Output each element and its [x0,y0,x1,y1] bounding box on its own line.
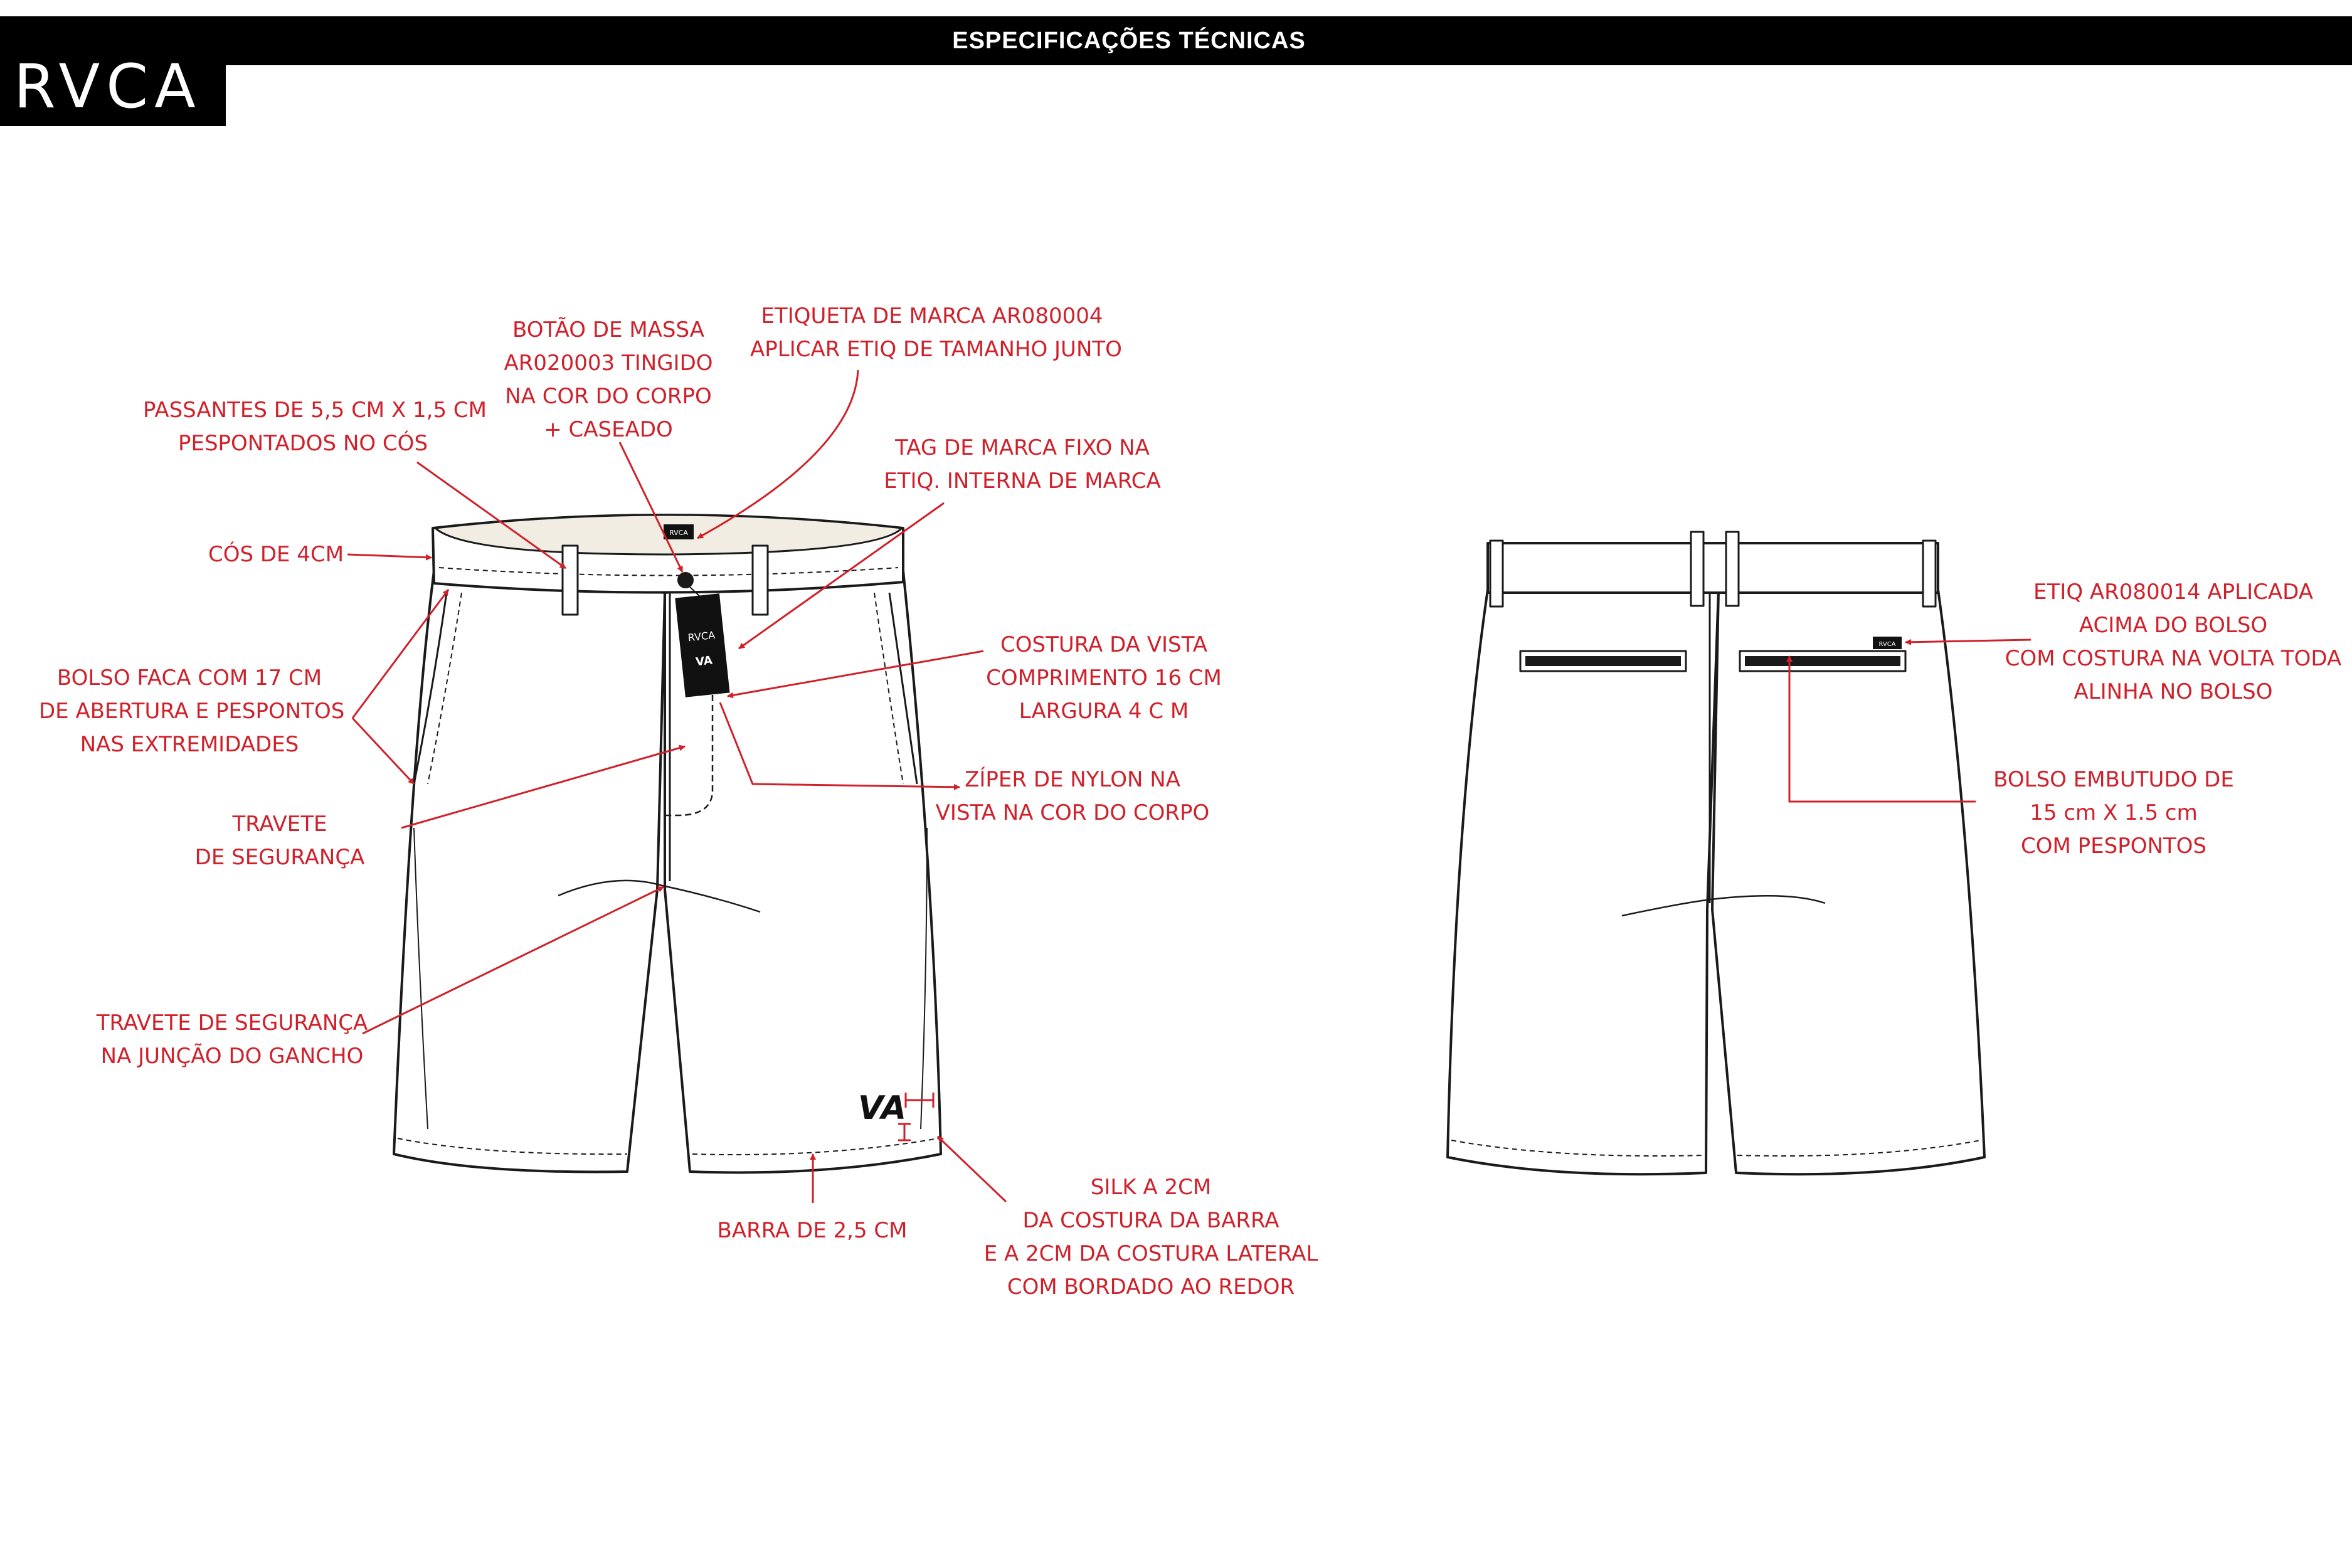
back-brand-label [1873,637,1902,649]
belt-loop-left [563,546,578,615]
front-shorts-sketch [394,515,941,1172]
note-line: COM COSTURA NA VOLTA TODA [2005,646,2342,671]
note-line: DA COSTURA DA BARRA [1022,1208,1279,1233]
note-etiqueta-marca [750,300,1122,366]
note-line: DE ABERTURA E PESPONTOS [39,699,345,724]
note-line: DE SEGURANÇA [194,845,365,870]
back-belt-loop-3 [1726,532,1739,606]
back-brand-label-text: RVCA [1878,641,1896,648]
note-line: E A 2CM DA COSTURA LATERAL [983,1241,1318,1266]
belt-loop-right [753,546,768,615]
note-line: BOTÃO DE MASSA [512,317,704,342]
note-cos [188,538,364,571]
note-ziper [928,763,1217,830]
note-line: SILK A 2CM [1090,1175,1212,1200]
note-line: COMPRIMENTO 16 CM [986,665,1222,691]
va-silk-logo: VA [858,1089,906,1127]
note-line: BOLSO FACA COM 17 CM [56,665,322,691]
note-bolso-embutido [1976,763,2252,863]
note-travete-gancho [88,1007,376,1073]
note-line: CÓS DE 4CM [208,542,344,567]
note-line: AR020003 TINGIDO [504,351,713,376]
note-passantes [143,394,487,460]
note-silk [978,1171,1323,1304]
hang-tag-logo: RVCA [687,628,716,644]
note-line: VISTA NA COR DO CORPO [935,800,1210,825]
note-line: ALINHA NO BOLSO [2074,679,2273,704]
note-line: COSTURA DA VISTA [1000,632,1207,657]
note-line: 15 cm X 1.5 cm [2030,800,2198,825]
back-belt-loop-4 [1923,541,1936,607]
note-line: BOLSO EMBUTUDO DE [1993,767,2234,792]
note-tag-marca [866,432,1179,498]
note-line: PESPONTADOS NO CÓS [177,431,428,456]
note-line: TRAVETE [232,812,327,837]
back-right-welt-inner [1745,656,1900,666]
back-right-leg [1712,590,1984,1174]
leader-bolso-2 [352,718,414,784]
back-left-welt-inner [1525,656,1681,666]
hang-tag-va: VA [695,654,713,669]
front-left-leg [394,571,665,1172]
brand-label-text: RVCA [669,529,688,537]
note-line: ETIQ. INTERNA DE MARCA [884,469,1161,494]
note-line: TAG DE MARCA FIXO NA [895,435,1150,460]
note-line: ETIQUETA DE MARCA AR080004 [761,304,1103,329]
brand-label-front [664,524,694,539]
note-line: PASSANTES DE 5,5 CM X 1,5 CM [143,398,487,423]
note-barra [702,1214,922,1248]
note-botao [489,314,728,447]
note-line: NA JUNÇÃO DO GANCHO [100,1044,364,1069]
note-line: COM PESPONTOS [2020,834,2207,859]
back-waistband [1488,543,1938,593]
note-costura-vista [966,628,1242,728]
back-shorts-sketch [1448,532,1984,1174]
waist-button [679,573,692,587]
note-line: + CASEADO [544,417,673,442]
back-belt-loop-2 [1691,532,1703,606]
note-line: NA COR DO CORPO [505,384,712,409]
back-left-leg [1448,590,1719,1174]
note-travete [186,808,374,874]
page-title: ESPECIFICAÇÕES TÉCNICAS [952,28,1306,54]
brand-logo-text: RVCA [14,51,202,122]
note-line: NAS EXTREMIDADES [80,732,299,757]
note-bolso-faca [39,662,345,761]
note-line: TRAVETE DE SEGURANÇA [96,1010,368,1036]
back-belt-loop-1 [1490,541,1503,607]
note-line: ETIQ AR080014 APLICADA [2033,580,2313,605]
note-line: ZÍPER DE NYLON NA [965,767,1180,792]
note-line: ACIMA DO BOLSO [2079,613,2268,638]
note-line: COM BORDADO AO REDOR [1007,1274,1295,1300]
note-line: APLICAR ETIQ DE TAMANHO JUNTO [750,337,1122,362]
note-line: LARGURA 4 C M [1019,699,1189,724]
note-etiq-aplicada [1994,576,2352,709]
note-line: BARRA DE 2,5 CM [717,1218,908,1243]
